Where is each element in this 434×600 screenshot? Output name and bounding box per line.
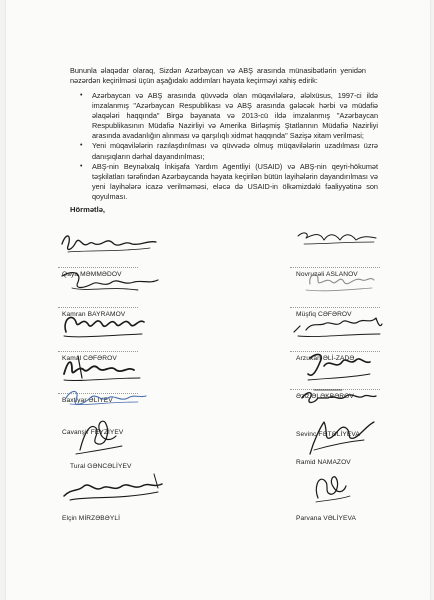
signature-image bbox=[284, 306, 394, 346]
signature-block bbox=[284, 466, 404, 522]
list-item bbox=[80, 91, 378, 141]
bullet-icon: • bbox=[80, 92, 83, 99]
list-item-text: Yeni müqavilələrin razılaşdırılması və qüvvədə olmuş müqavilələrin uzadılması üzrə danışıqların dərhal dayandırılması; bbox=[92, 141, 378, 161]
closing-salutation: Hörmətlə, bbox=[70, 205, 106, 214]
signature-image bbox=[284, 410, 394, 462]
signature-block bbox=[284, 410, 404, 466]
list-item bbox=[80, 162, 378, 202]
letter-page bbox=[6, 0, 430, 600]
signature-image bbox=[58, 262, 168, 304]
intro-paragraph: Bununla əlaqədar olaraq, Sizdən Azərbaycan və ABŞ arasında münasibətlərin yenidən nəzərdən keçirilməsi üçün aşağıdakı addımları həyata keçirməyi xahiş edirik: bbox=[70, 66, 366, 86]
signature-image bbox=[66, 414, 166, 460]
request-list bbox=[80, 91, 378, 202]
signatory-name: Ramid NAMAZOV bbox=[296, 459, 351, 466]
signatory-name: Parvana VƏLİYEVA bbox=[296, 515, 356, 522]
signatory-name: Qaya MƏMMƏDOV bbox=[62, 271, 122, 278]
signatory-name: Əziz ƏLƏKBƏROV bbox=[296, 393, 354, 400]
signature-image bbox=[58, 466, 178, 510]
signatory-name: Tural GƏNCƏLİYEV bbox=[70, 463, 132, 470]
bullet-icon: • bbox=[80, 142, 83, 150]
signatory-name: Novruzəli ASLANOV bbox=[296, 271, 358, 278]
signature-image bbox=[284, 466, 394, 510]
signature-image bbox=[58, 222, 168, 262]
signatory-name: Arzuxan ƏLİ-ZADƏ bbox=[296, 355, 355, 362]
signatory-name: Kamal CƏFƏROV bbox=[62, 355, 117, 362]
signature-image bbox=[284, 222, 394, 262]
signature-image bbox=[58, 306, 168, 346]
signatory-name: Cavanşir FEYZİYEV bbox=[62, 429, 124, 436]
list-item-text: ABŞ-nin Beynəlxalq İnkişafa Yardım Agentliyi (USAID) və ABŞ-nin qeyri-hökumət təşkilatları tərəfindən Azərbaycanda həyata keçirilən bütün layihələrin dayandırılması və yeni layihələrə icazə verilməməsi, eləcə də USAID-in ölkəmizdəki fəaliyyətinə son qoyulması. bbox=[92, 161, 378, 201]
signatory-name: Sevinc FƏTƏLİYEVA bbox=[296, 431, 360, 438]
signature-image bbox=[58, 380, 168, 414]
signatory-name: Müşfiq CƏFƏROV bbox=[296, 311, 352, 318]
list-item bbox=[80, 141, 378, 161]
bullet-icon: • bbox=[80, 162, 83, 170]
list-item-text: Azərbaycan və ABŞ arasında qüvvədə olan müqavilələrə, ələlxüsus, 1997-ci ildə imzalanmış "Azərbaycan Respublikası və ABŞ arasında gələcək hərbi və müdafiə əlaqələri haqqında" Birgə bəyanata və 2013-cü ildə imzalanmış "Azərbaycan Respublikasının Müdafiə Nazirliyi və Amerika Birləşmiş Ştatlarının Müdafiə Nazirliyi arasında avadanlığın alınması və qarşılıqlı xidmət haqqında" Sazişə xitam verilməsi; bbox=[92, 91, 378, 141]
signatory-name: Kamran BAYRAMOV bbox=[62, 311, 126, 318]
signatory-name: Elçin MİRZƏBƏYLİ bbox=[62, 515, 121, 522]
signature-block bbox=[58, 466, 178, 522]
signature-block bbox=[66, 414, 186, 470]
signatory-name: Baxtiyar ƏLİYEV bbox=[62, 397, 113, 404]
signature-image bbox=[284, 262, 394, 304]
